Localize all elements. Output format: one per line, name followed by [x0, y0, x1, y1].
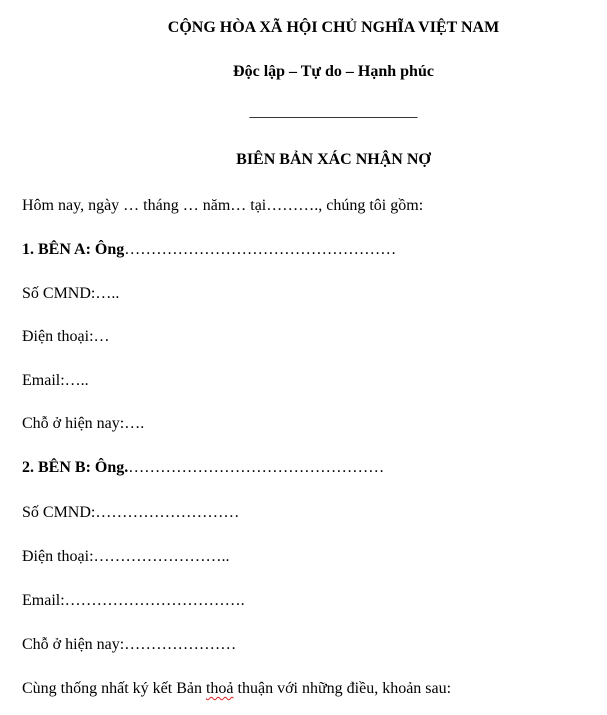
party-a-address: Chỗ ở hiện nay:….	[22, 415, 145, 432]
intro-paragraph: Hôm nay, ngày … tháng … năm… tại………., chúng tôi gồm:	[22, 197, 424, 214]
party-b-email: Email:…………………………….	[22, 592, 245, 609]
party-a-phone: Điện thoại:…	[22, 328, 110, 345]
spellcheck-flagged-word: thoả	[205, 680, 234, 697]
header-divider: _____________________	[249, 103, 418, 120]
party-b-phone: Điện thoại:……………………..	[22, 548, 230, 565]
party-a-heading-dots: ……………………………………………	[124, 241, 397, 258]
party-a-email: Email:…..	[22, 372, 89, 389]
closing-paragraph	[22, 679, 451, 699]
closing-text-end: thuận với những điều, khoản sau:	[233, 680, 452, 697]
party-a-heading-label: 1. BÊN A: Ông	[22, 241, 125, 258]
party-b-address: Chỗ ở hiện nay:…………………	[22, 636, 237, 653]
party-a-id-number: Số CMND:…..	[22, 285, 120, 302]
party-b-heading	[22, 458, 384, 478]
party-b-id-number: Số CMND:………………………	[22, 504, 240, 521]
national-title: CỘNG HÒA XÃ HỘI CHỦ NGHĨA VIỆT NAM	[167, 19, 500, 36]
party-a-heading	[22, 240, 396, 260]
party-b-heading-dots: …………………………………………	[128, 459, 385, 476]
party-b-heading-label: 2. BÊN B: Ông.	[22, 459, 129, 476]
national-motto: Độc lập – Tự do – Hạnh phúc	[233, 63, 434, 80]
closing-text-start: Cùng thống nhất ký kết Bản	[22, 680, 206, 697]
document-title: BIÊN BẢN XÁC NHẬN NỢ	[236, 151, 431, 168]
